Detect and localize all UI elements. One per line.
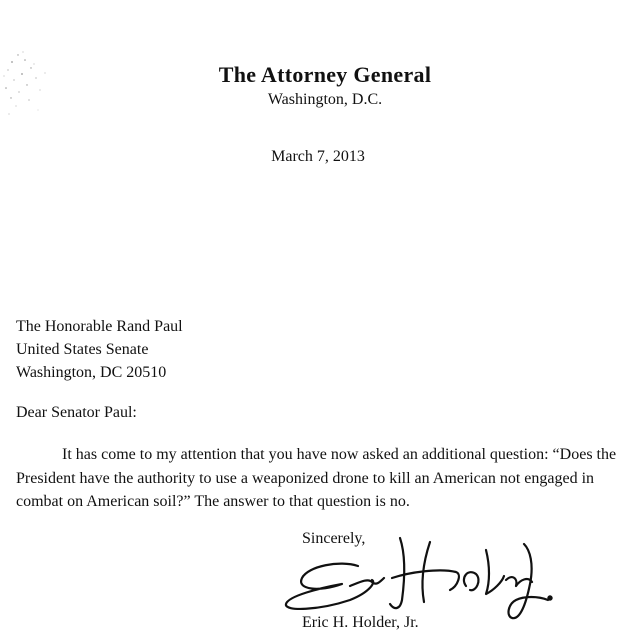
recipient-address — [16, 315, 183, 384]
letterhead-location: Washington, D.C. — [267, 91, 383, 108]
letter-date: March 7, 2013 — [271, 148, 365, 165]
salutation: Dear Senator Paul: — [16, 404, 137, 421]
closing: Sincerely, — [302, 530, 366, 547]
recipient-name: The Honorable Rand Paul — [16, 318, 183, 335]
letterhead-title: The Attorney General — [218, 62, 432, 87]
signer-name: Eric H. Holder, Jr. — [302, 614, 419, 631]
body-paragraph: It has come to my attention that you have now asked an additional question: “Does the President have the authority to use a weaponized drone to kill an American not engaged in combat on American soil?” The answer to that question is no. — [16, 446, 617, 510]
recipient-city: Washington, DC 20510 — [16, 364, 167, 381]
recipient-organization: United States Senate — [16, 341, 149, 358]
